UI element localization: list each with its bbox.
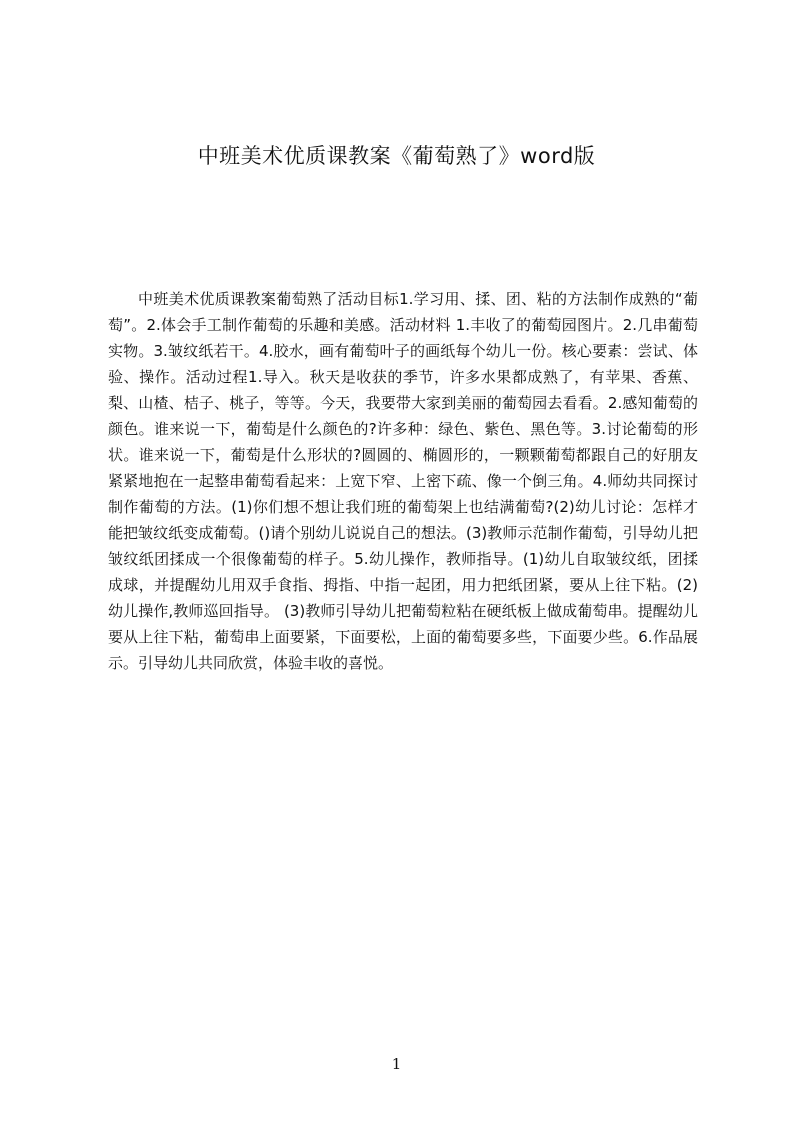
document-title: 中班美术优质课教案《葡萄熟了》word版 (197, 144, 596, 168)
document-body-paragraph: 中班美术优质课教案葡萄熟了活动目标1.学习用、揉、团、粘的方法制作成熟的“葡萄”。2.体会手工制作葡萄的乐趣和美感。活动材料 1.丰收了的葡萄园图片。2.几串葡萄实物。3.皱纹纸若干。4.胶水，画有葡萄叶子的画纸每个幼儿一份。核心要素：尝试、体验、操作。活动过程1.导入。秋天是收获的季节，许多水果都成熟了，有苹果、香蕉、梨、山楂、桔子、桃子，等等。今天，我要带大家到美丽的葡萄园去看看。2.感知葡萄的颜色。谁来说一下，葡萄是什么颜色的?许多种：绿色、紫色、黑色等。3.讨论葡萄的形状。谁来说一下，葡萄是什么形状的?圆圆的、椭圆形的，一颗颗葡萄都跟自己的好朋友紧紧地抱在一起整串葡萄看起来：上宽下窄、上密下疏、像一个倒三角。4.师幼共同探讨制作葡萄的方法。(1)你们想不想让我们班的葡萄架上也结满葡萄?(2)幼儿讨论：怎样才能把皱纹纸变成葡萄。()请个别幼儿说说自己的想法。(3)教师示范制作葡萄，引导幼儿把皱纹纸团揉成一个很像葡萄的样子。5.幼儿操作，教师指导。(1)幼儿自取皱纹纸，团揉成球，并提醒幼儿用双手食指、拇指、中指一起团，用力把纸团紧，要从上往下粘。(2)幼儿操作,教师巡回指导。 (3)教师引导幼儿把葡萄粒粘在硬纸板上做成葡萄串。提醒幼儿要从上往下粘，葡萄串上面要紧，下面要松，上面的葡萄要多些，下面要少些。6.作品展示。引导幼儿共同欣赏，体验丰收的喜悦。 (108, 290, 698, 672)
page-number: 1 (391, 1055, 402, 1073)
